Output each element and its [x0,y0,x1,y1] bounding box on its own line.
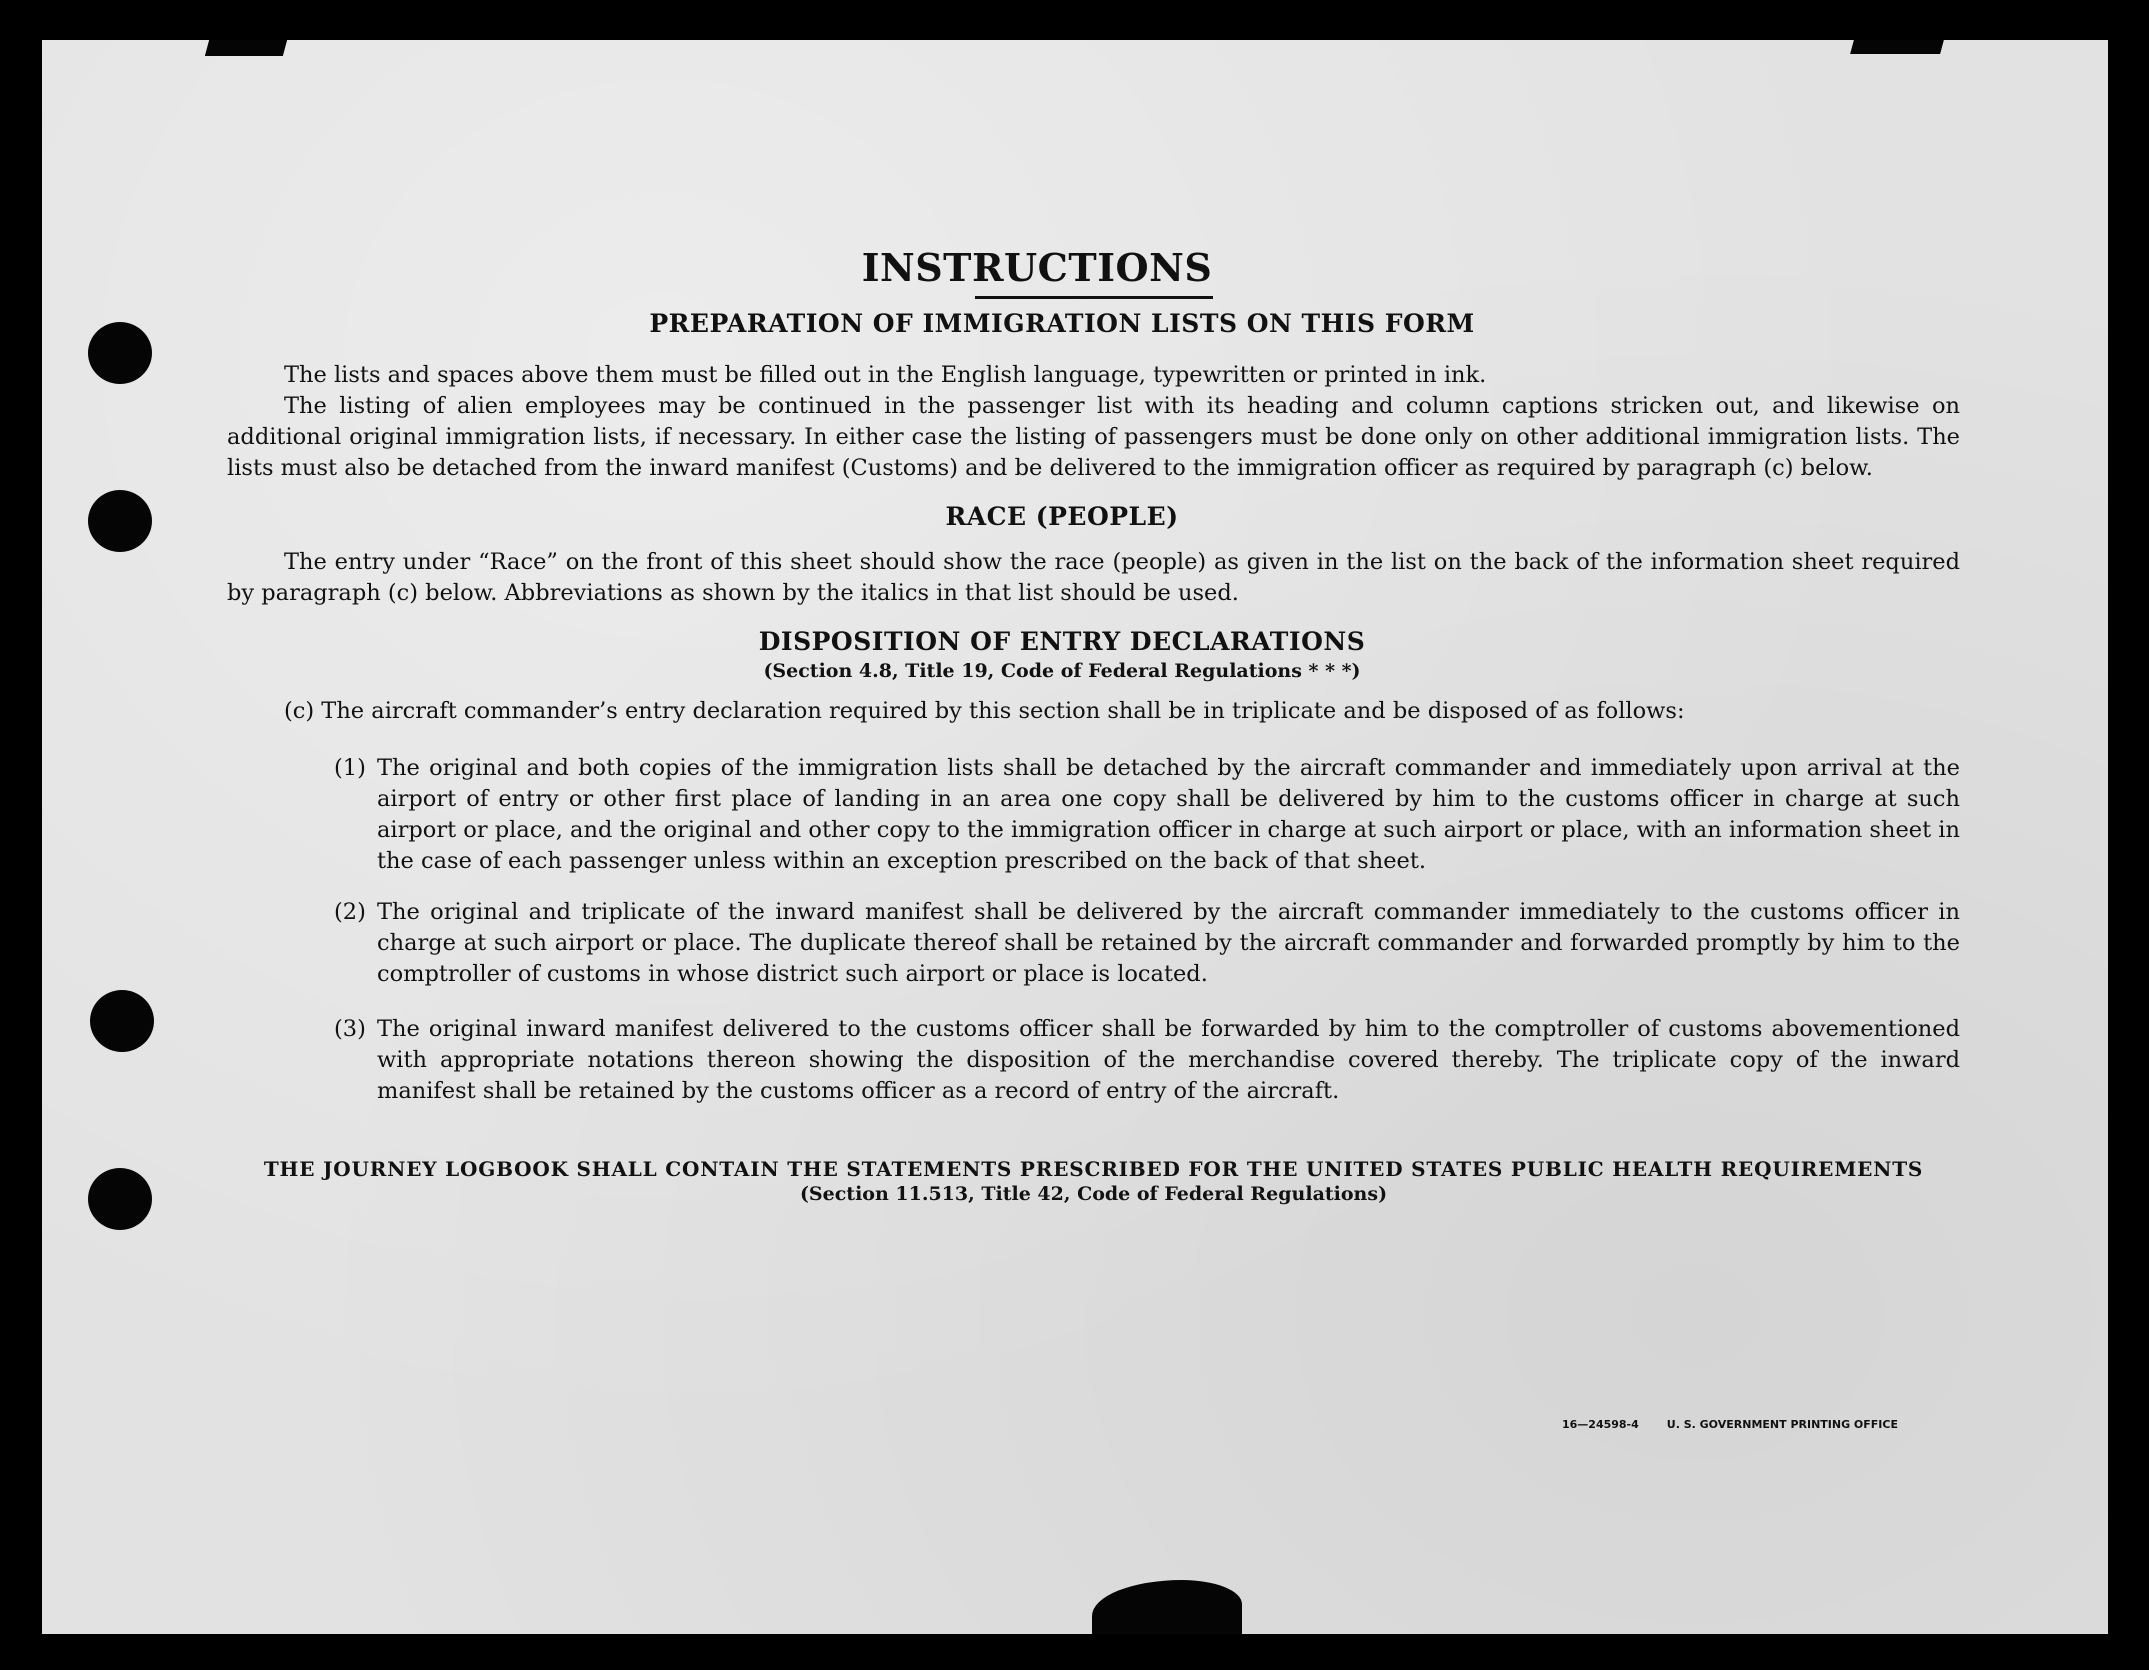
tape-mark-bottom-tear [1092,1580,1242,1634]
punch-hole-3 [90,990,154,1052]
list-item-number: (2) [334,899,366,925]
title-underline [975,296,1213,299]
tape-mark-top-left [205,40,287,56]
list-item-text: The original inward manifest delivered to the customs officer shall be forwarded by him to the comptroller of customs abovementioned with appropriate notations thereon showing the disposition of the merchandise covered thereby. The triplicate copy of the inward manifest shall be retained by the customs officer as a record of entry of the aircraft. [377,1016,1960,1104]
paragraph-race-1: The entry under “Race” on the front of this sheet should show the race (people) as given in the list on the back of the information sheet required by paragraph (c) below. Abbreviations as shown by the italics in that list should be used. [227,549,1960,606]
instructions-content [227,245,1960,1205]
list-item-text: The original and triplicate of the inward manifest shall be delivered by the aircraft commander immediately to the customs officer in charge at such airport or place. The duplicate thereof shall be retained by the aircraft commander and forwarded promptly by him to the comptroller of customs in whose district such airport or place is located. [377,899,1960,987]
printer-code: 16—24598-4 [1561,1418,1639,1431]
section-heading-disposition: DISPOSITION OF ENTRY DECLARATIONS [758,627,1366,656]
paragraph-disposition-c: (c) The aircraft commander’s entry declaration required by this section shall be in triplicate and be disposed of as follows: [284,698,1685,724]
public-health-notice: THE JOURNEY LOGBOOK SHALL CONTAIN THE STATEMENTS PRESCRIBED FOR THE UNITED STATES PUBLIC HEALTH REQUIREMENTS [263,1157,1924,1181]
section-citation-disposition: (Section 4.8, Title 19, Code of Federal Regulations * * *) [763,660,1361,682]
list-item-number: (1) [334,755,366,781]
page-title: INSTRUCTIONS [861,245,1213,290]
list-item [227,1014,1960,1107]
paragraph-prep-1: The lists and spaces above them must be filled out in the English language, typewritten or printed in ink. [284,362,1487,388]
section-heading-race: RACE (PEOPLE) [945,502,1179,531]
printer-office: U. S. GOVERNMENT PRINTING OFFICE [1666,1418,1898,1431]
list-item-number: (3) [334,1016,366,1042]
section-heading-preparation: PREPARATION OF IMMIGRATION LISTS ON THIS FORM [649,309,1475,338]
list-item [227,897,1960,990]
punch-hole-2 [88,490,152,552]
tape-mark-top-right [1850,40,1944,54]
list-item-text: The original and both copies of the immigration lists shall be detached by the aircraft commander and immediately upon arrival at the airport of entry or other first place of landing in an area one copy shall be delivered by him to the customs officer in charge at such airport or place, and the original and other copy to the immigration officer in charge at such airport or place, with an information sheet in the case of each passenger unless within an exception prescribed on the back of that sheet. [377,755,1960,874]
public-health-citation: (Section 11.513, Title 42, Code of Federal Regulations) [799,1183,1388,1205]
punch-hole-4 [88,1168,152,1230]
printer-imprint [1562,1418,1898,1431]
paragraph-prep-2: The listing of alien employees may be continued in the passenger list with its heading and column captions stricken out, and likewise on additional original immigration lists, if necessary. In either case the listing of passengers must be done only on other additional immigration lists. The lists must also be detached from the inward manifest (Customs) and be delivered to the immigration officer as required by paragraph (c) below. [227,393,1960,481]
punch-hole-1 [88,322,152,384]
list-item [227,753,1960,877]
